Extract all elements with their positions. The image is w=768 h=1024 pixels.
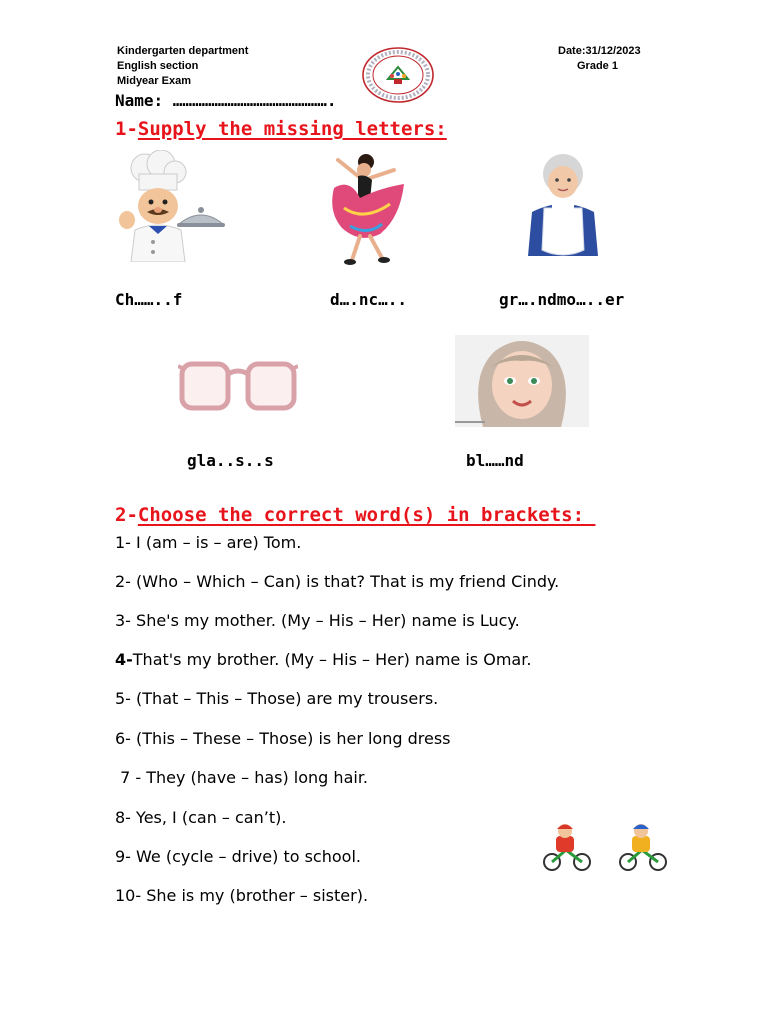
question-text: She is my (brother – sister). — [141, 886, 369, 905]
question-number: 3- — [115, 611, 131, 630]
question-number: 8- — [115, 808, 131, 827]
question-6 — [115, 729, 451, 748]
kids-cycling-icon — [538, 822, 688, 872]
question-8 — [115, 808, 286, 827]
question-text: Yes, I (can – can’t). — [130, 808, 287, 827]
question-number: 9- — [115, 847, 131, 866]
question-text: (Who – Which – Can) is that? That is my friend Cindy. — [130, 572, 560, 591]
section2-number: 2- — [115, 504, 138, 526]
question-2 — [115, 572, 559, 591]
question-text: That's my brother. (My – His – Her) name is Omar. — [132, 650, 532, 669]
missing-word-chef: Ch……..f — [115, 290, 183, 309]
question-9 — [115, 847, 361, 866]
header-date: Date:31/12/2023 — [558, 45, 641, 57]
header-department: Kindergarten department — [117, 45, 249, 57]
missing-word-grandmother: gr….ndmo…..er — [499, 290, 625, 309]
question-3 — [115, 611, 520, 630]
blond-girl-icon — [455, 335, 589, 427]
section1-title-text: Supply the missing letters: — [137, 118, 447, 140]
missing-word-glasses: gla..s..s — [187, 451, 274, 470]
question-text: They (have – has) long hair. — [141, 768, 369, 787]
missing-word-blond: bl……nd — [466, 451, 524, 470]
question-number: 7 - — [115, 768, 142, 787]
missing-word-dance: d….nc….. — [330, 290, 408, 309]
question-number: 10- — [115, 886, 142, 905]
section2-title-text: Choose the correct word(s) in brackets: — [137, 504, 596, 526]
question-number: 4- — [115, 650, 133, 669]
question-number: 5- — [115, 689, 131, 708]
section1-title — [115, 118, 447, 140]
name-line: Name: …………………………………………. — [115, 91, 337, 110]
header-left — [117, 44, 248, 89]
section1-number: 1- — [115, 118, 138, 140]
question-7 — [115, 768, 368, 787]
glasses-icon — [178, 358, 298, 416]
question-text: (That – This – Those) are my trousers. — [130, 689, 439, 708]
chef-icon — [105, 150, 225, 262]
question-10 — [115, 886, 368, 905]
header-exam: Midyear Exam — [117, 75, 191, 87]
question-4 — [115, 650, 531, 669]
question-text: I (am – is – are) Tom. — [130, 533, 302, 552]
question-5 — [115, 689, 438, 708]
question-number: 2- — [115, 572, 131, 591]
question-1 — [115, 533, 301, 552]
dancer-icon — [320, 148, 410, 270]
question-number: 1- — [115, 533, 131, 552]
school-logo — [361, 46, 435, 104]
header-section: English section — [117, 60, 199, 72]
header-grade: Grade 1 — [577, 60, 618, 72]
question-text: She's my mother. (My – His – Her) name is Lucy. — [130, 611, 520, 630]
question-text: (This – These – Those) is her long dress — [130, 729, 451, 748]
grandmother-icon — [522, 152, 604, 260]
question-text: We (cycle – drive) to school. — [130, 847, 361, 866]
section2-title — [115, 504, 595, 526]
question-number: 6- — [115, 729, 131, 748]
